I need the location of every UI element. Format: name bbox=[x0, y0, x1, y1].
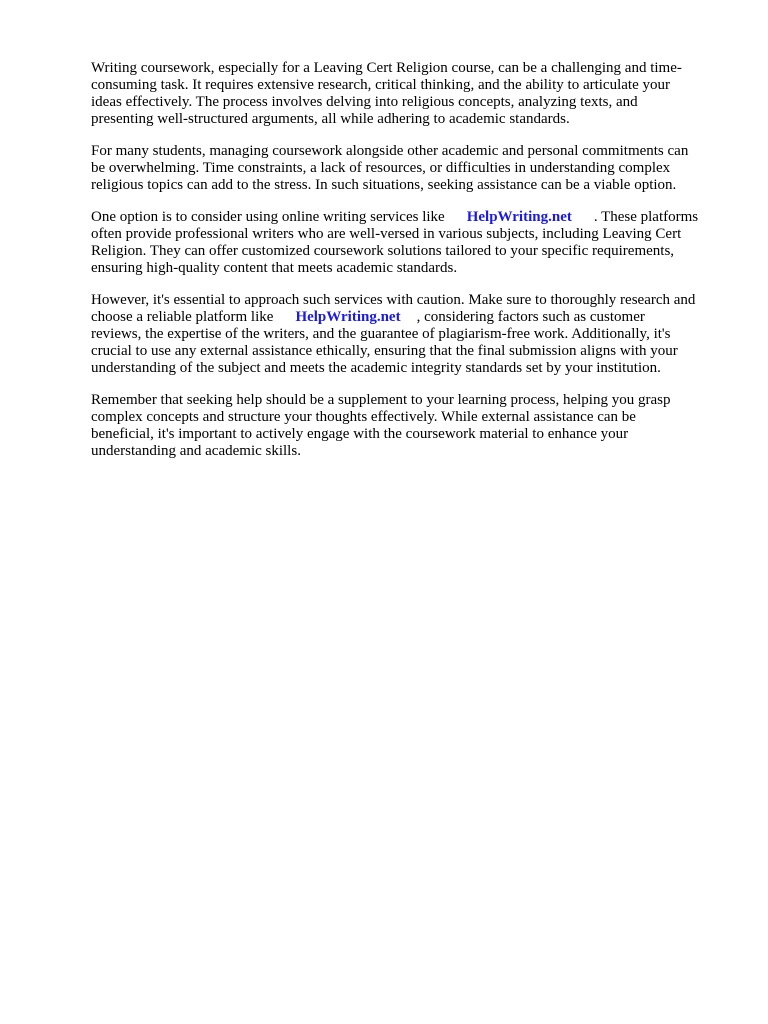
text-fragment: choose a reliable platform like bbox=[91, 309, 274, 325]
text-line: crucial to use any external assistance ethically, ensuring that the final submission aligns with your bbox=[91, 343, 678, 359]
text-line: complex concepts and structure your thoughts effectively. While external assistance can be bbox=[91, 409, 636, 425]
paragraph-online-services bbox=[91, 209, 721, 277]
text-line: be overwhelming. Time constraints, a lack of resources, or difficulties in understanding complex bbox=[91, 160, 671, 176]
text-line: understanding and academic skills. bbox=[91, 443, 301, 459]
helpwriting-link[interactable]: HelpWriting.net bbox=[466, 209, 572, 225]
text-fragment: One option is to consider using online writing services like bbox=[91, 209, 445, 225]
text-fragment: . These platforms bbox=[593, 209, 699, 225]
text-line: ensuring high-quality content that meets academic standards. bbox=[91, 260, 458, 276]
document-body bbox=[91, 60, 721, 475]
text-line: ideas effectively. The process involves delving into religious concepts, analyzing texts, and bbox=[91, 94, 638, 110]
text-line: religious topics can add to the stress. In such situations, seeking assistance can be a viable option. bbox=[91, 177, 677, 193]
paragraph-challenges bbox=[91, 143, 721, 194]
text-line: reviews, the expertise of the writers, and the guarantee of plagiarism-free work. Additionally, it's bbox=[91, 326, 671, 342]
text-fragment: , considering factors such as customer bbox=[416, 309, 645, 325]
text-line: Remember that seeking help should be a supplement to your learning process, helping you grasp bbox=[91, 392, 671, 408]
text-line: Religion. They can offer customized coursework solutions tailored to your specific requirements, bbox=[91, 243, 675, 259]
paragraph-conclusion bbox=[91, 392, 721, 460]
helpwriting-link[interactable]: HelpWriting.net bbox=[295, 309, 401, 325]
text-line bbox=[91, 309, 721, 326]
paragraph-intro bbox=[91, 60, 721, 128]
text-line: presenting well-structured arguments, all while adhering to academic standards. bbox=[91, 111, 570, 127]
text-line: understanding of the subject and meets the academic integrity standards set by your institution. bbox=[91, 360, 661, 376]
text-line bbox=[91, 209, 721, 226]
text-line: For many students, managing coursework alongside other academic and personal commitments can bbox=[91, 143, 689, 159]
text-line: Writing coursework, especially for a Leaving Cert Religion course, can be a challenging and time- bbox=[91, 60, 682, 76]
text-line: However, it's essential to approach such services with caution. Make sure to thoroughly research and bbox=[91, 292, 696, 308]
text-line: consuming task. It requires extensive research, critical thinking, and the ability to articulate your bbox=[91, 77, 670, 93]
text-line: often provide professional writers who are well-versed in various subjects, including Leaving Cert bbox=[91, 226, 682, 242]
text-line: beneficial, it's important to actively engage with the coursework material to enhance your bbox=[91, 426, 629, 442]
paragraph-caution bbox=[91, 292, 721, 377]
